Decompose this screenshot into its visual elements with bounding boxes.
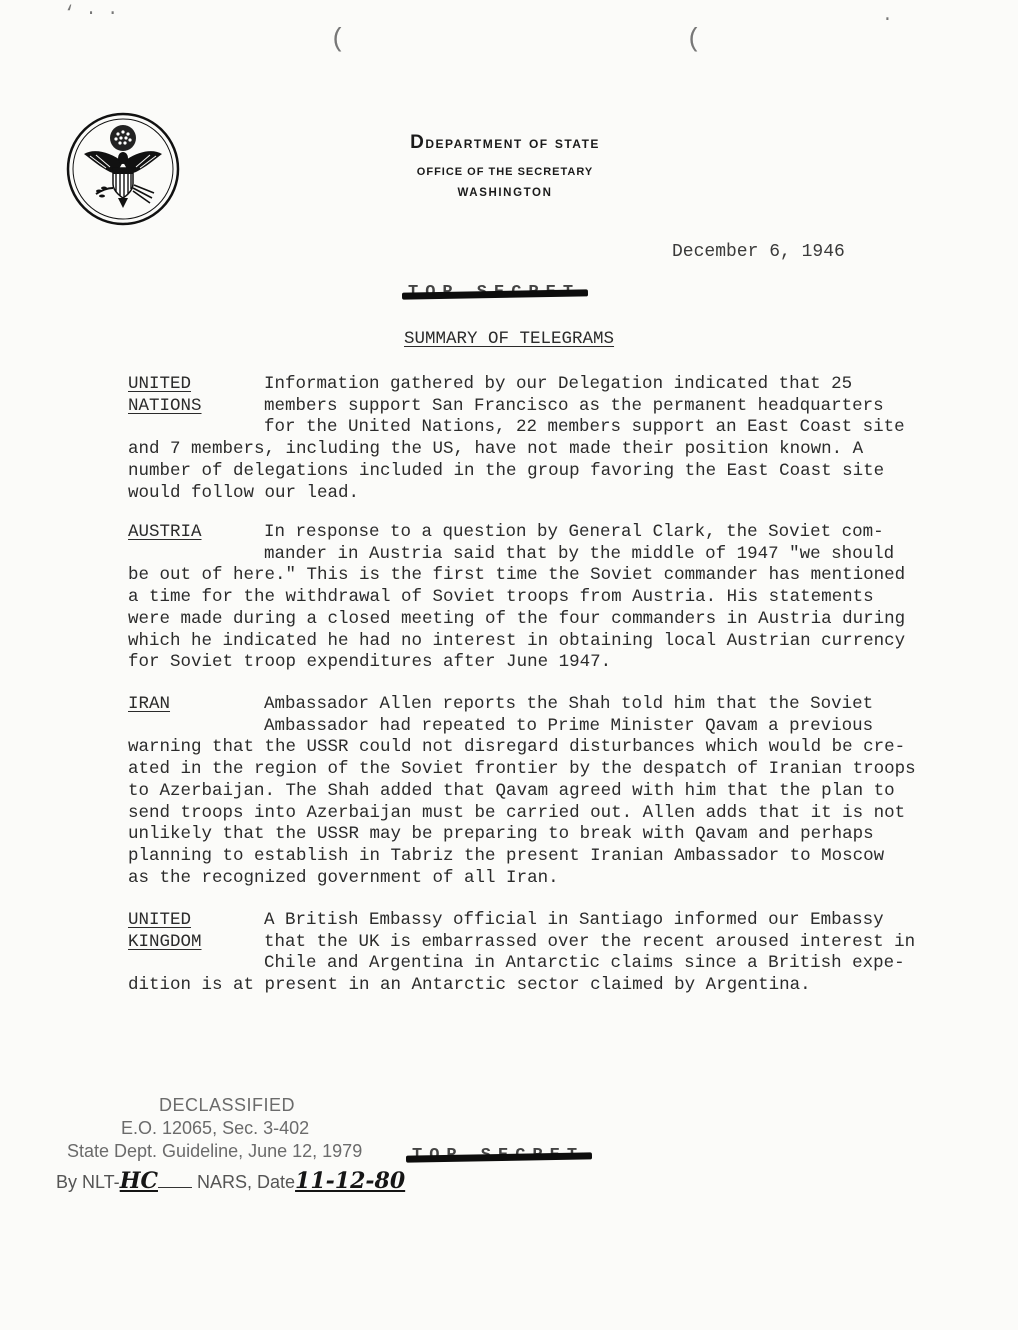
section-united-nations (128, 374, 938, 504)
text-line: planning to establish in Tabriz the present Iranian Ambassador to Moscow (128, 845, 885, 866)
text-line: number of delegations included in the group favoring the East Coast site (128, 460, 885, 481)
document-date: December 6, 1946 (672, 242, 845, 262)
classification-marking-bottom (412, 1146, 584, 1165)
text-line: send troops into Azerbaijan must be carried out. Allen adds that it is not (128, 802, 906, 823)
section-united-kingdom (128, 910, 938, 997)
text-line: A British Embassy official in Santiago informed our Embassy (264, 910, 884, 930)
text-line: Ambassador had repeated to Prime Minister Qavam a previous (264, 715, 874, 736)
section-label: UNITED NATIONS (128, 374, 202, 416)
letterhead (340, 132, 670, 199)
section-label: AUSTRIA (128, 522, 202, 542)
text-line: and 7 members, including the US, have not made their position known. A (128, 439, 864, 460)
scan-mark-left: ‘ · · (64, 4, 119, 24)
declassification-stamp (56, 1094, 405, 1194)
department-seal (66, 112, 180, 226)
text-line: that the UK is embarrassed over the recent aroused interest in (264, 931, 916, 952)
text-line: for the United Nations, 22 members support an East Coast site (264, 417, 905, 438)
text-line: would follow our lead. (128, 482, 360, 503)
text-line: be out of here." This is the first time the Soviet commander has mentioned (128, 565, 906, 586)
section-label: IRAN (128, 694, 171, 714)
text-line: warning that the USSR could not disregard disturbances which would be cre- (128, 737, 906, 758)
text-line: mander in Austria said that by the middle of 1947 "we should (264, 543, 895, 564)
scan-mark-paren-1: ( (330, 24, 346, 54)
text-line: a time for the withdrawal of Soviet troops from Austria. His statements (128, 587, 874, 608)
scan-mark-paren-2: ( (686, 24, 702, 54)
stamp-line: DECLASSIFIED (159, 1095, 296, 1115)
text-line: Ambassador Allen reports the Shah told him that the Soviet (264, 694, 874, 714)
section-iran (128, 694, 938, 889)
text-line: In response to a question by General Clark, the Soviet com- (264, 522, 884, 542)
text-line: were made during a closed meeting of the four commanders in Austria during (128, 608, 906, 629)
text-line: which he indicated he had no interest in obtaining local Austrian currency (128, 630, 906, 651)
text-line: unlikely that the USSR may be preparing to break with Qavam and perhaps (128, 824, 874, 845)
section-label: UNITED KINGDOM (128, 910, 202, 952)
text-line: to Azerbaijan. The Shah added that Qavam agreed with him that the plan to (128, 780, 895, 801)
text-line: members support San Francisco as the permanent headquarters (264, 395, 884, 416)
text-line: Chile and Argentina in Antarctic claims since a British expe- (264, 953, 905, 974)
text-line: ated in the region of the Soviet frontier by the despatch of Iranian troops (128, 759, 916, 780)
scan-mark-dot: · (882, 10, 893, 30)
text-line: Information gathered by our Delegation indicated that 25 (264, 374, 853, 394)
handwritten-date: 11-12-80 (295, 1168, 406, 1194)
section-austria (128, 522, 938, 674)
text-line: dition is at present in an Antarctic sector claimed by Argentina. (128, 975, 811, 996)
handwritten-initials: HC (119, 1168, 158, 1194)
stamp-signature-line: By NLT-HC NARS, Date11-12-80 (56, 1168, 406, 1194)
office-name: OFFICE OF THE SECRETARY (416, 166, 594, 178)
text-line: as the recognized government of all Iran. (128, 867, 559, 888)
text-line: for Soviet troop expenditures after June 1947. (128, 652, 612, 673)
document-title: SUMMARY OF TELEGRAMS (404, 329, 615, 349)
department-name: Ddepartment of state (410, 132, 600, 153)
office-city: WASHINGTON (457, 187, 553, 199)
stamp-line: E.O. 12065, Sec. 3-402 (121, 1118, 310, 1138)
stamp-line: State Dept. Guideline, June 12, 1979 (67, 1141, 363, 1161)
eagle-seal-icon (66, 112, 180, 226)
classification-marking-top (408, 283, 580, 302)
